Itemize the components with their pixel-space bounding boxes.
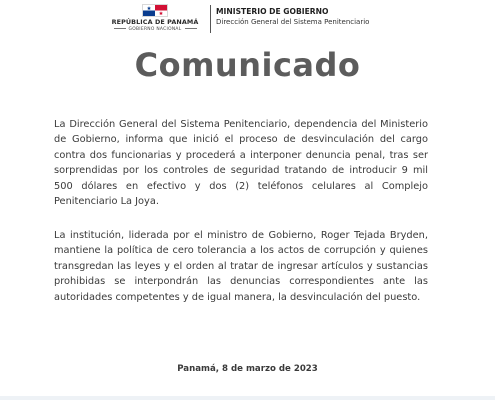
- document-header: [0, 0, 495, 40]
- government-label: [100, 27, 210, 32]
- ministry-title: MINISTERIO DE GOBIERNO: [216, 7, 329, 16]
- paragraph-1: La Dirección General del Sistema Penitenciario, dependencia del Ministerio de Gobierno, informa que inició el proceso de desvinculación del cargo contra dos funcionarias y procederá a interponer denuncia penal, tras ser sorprendidas por los controles de seguridad tratando de introducir 9 mil 500 dólares en efectivo y dos (2) teléfonos celulares al Complejo Penitenciario La Joya.: [54, 119, 428, 208]
- paragraph-2: La institución, liderada por el ministro de Gobierno, Roger Tejada Bryden, mantiene la política de cero tolerancia a los actos de corrupción y quienes transgredan las leyes y el orden al tratar de ingresar artículos y sustancias prohibidas se interpondrán las denuncias correspondientes ante las autoridades competentes y de igual manera, la desvinculación del puesto.: [54, 230, 428, 303]
- republic-name: REPÚBLICA DE PANAMÁ: [111, 18, 199, 26]
- document-date: Panamá, 8 de marzo de 2023: [177, 364, 318, 374]
- government-label-text: GOBIERNO NACIONAL: [128, 27, 182, 32]
- header-divider: [210, 5, 211, 33]
- ministry-subtitle: Dirección General del Sistema Penitenciario: [216, 18, 370, 26]
- panama-flag-icon: [142, 4, 168, 17]
- footer-band: [0, 396, 495, 400]
- document-title: Comunicado: [134, 46, 361, 84]
